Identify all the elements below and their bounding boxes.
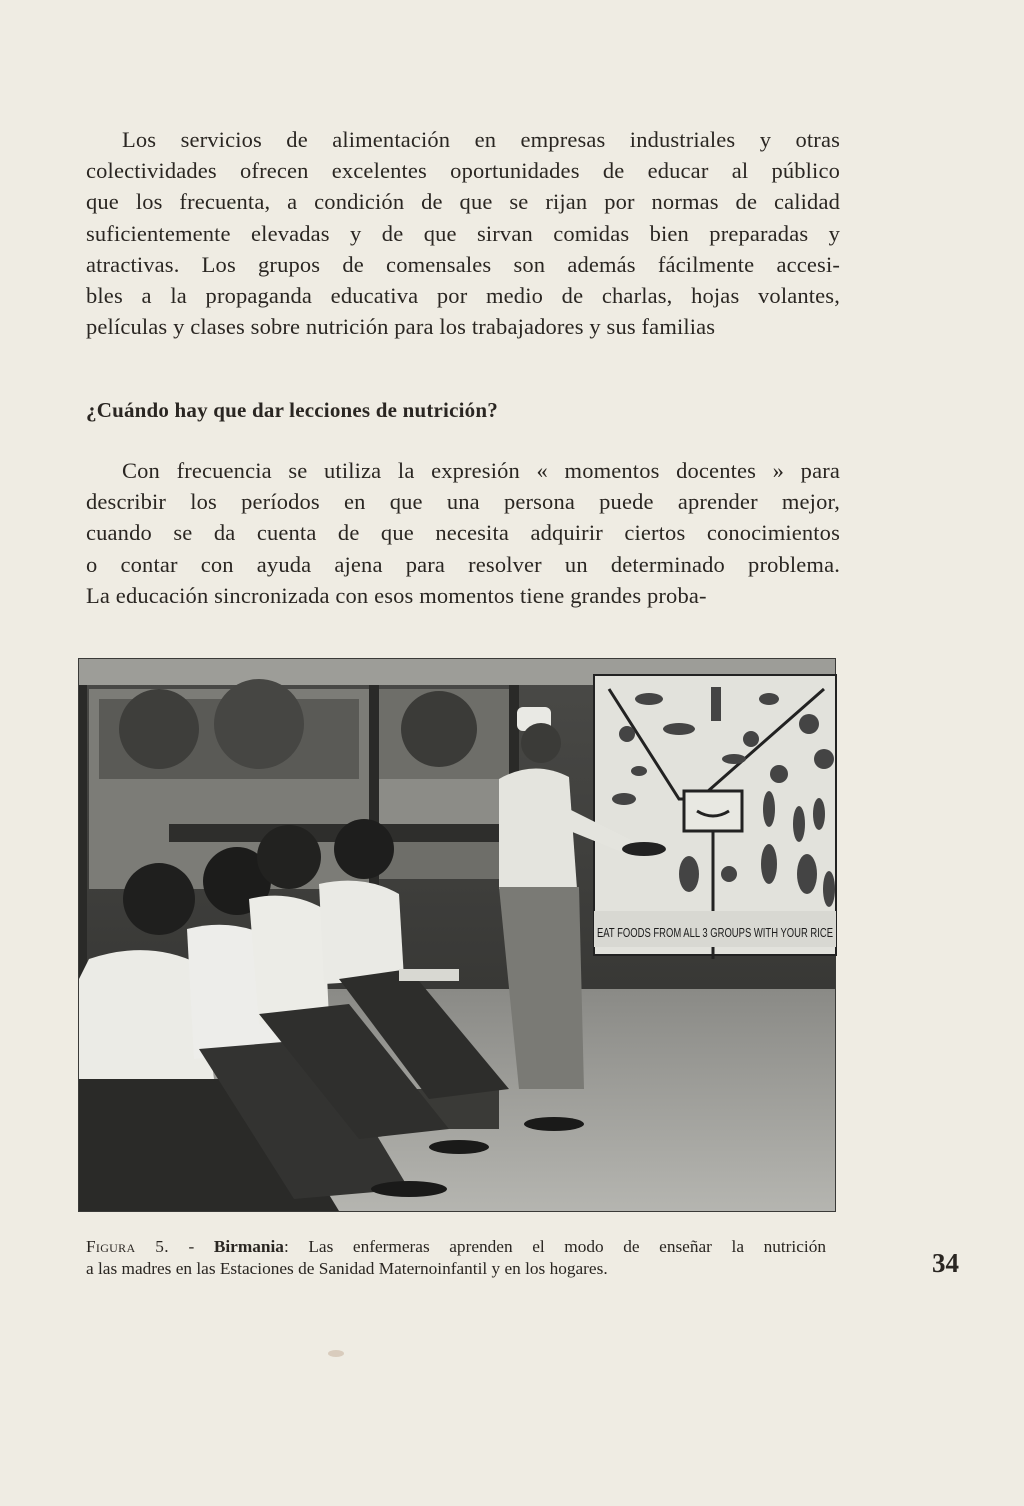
text-line: películas y clases sobre nutrición para los trabajadores y sus familias <box>86 314 716 340</box>
text-line: Con frecuencia se utiliza la expresión « momentos docentes » para <box>122 458 840 483</box>
caption-line-1: Figura 5. - Birmania: Las enfermeras aprenden el modo de enseñar la nutrición <box>86 1237 826 1256</box>
text-line: bles a la propaganda educativa por medio de charlas, hojas volantes, <box>86 283 840 309</box>
text-line: atractivas. Los grupos de comensales son además fácilmente accesi- <box>86 251 840 277</box>
text-line: o contar con ayuda ajena para resolver un determinado problema. <box>86 551 840 577</box>
text-line: Los servicios de alimentación en empresas industriales y otras <box>122 127 840 152</box>
caption-text-1: Las enfermeras aprenden el modo de enseñar la nutrición <box>308 1237 826 1256</box>
caption-separator: - <box>188 1237 195 1256</box>
ink-smudge <box>328 1350 344 1357</box>
page-number: 34 <box>932 1248 959 1278</box>
text-line: La educación sincronizada con esos momentos tiene grandes proba- <box>86 582 707 608</box>
text-line: suficientemente elevadas y de que sirvan comidas bien preparadas y <box>86 220 840 246</box>
text-line: describir los períodos en que una persona puede aprender mejor, <box>86 489 840 515</box>
text-line: cuando se da cuenta de que necesita adquirir ciertos conocimientos <box>86 520 840 546</box>
body-paragraph-1 <box>86 124 840 342</box>
caption-text-2: a las madres en las Estaciones de Sanidad Maternoinfantil y en los hogares. <box>86 1259 608 1278</box>
figure-photo <box>78 658 836 1212</box>
text-line: que los frecuenta, a condición de que se rijan por normas de calidad <box>86 189 840 215</box>
section-heading: ¿Cuándo hay que dar lecciones de nutrición? <box>86 398 498 422</box>
figure-caption <box>86 1236 826 1280</box>
body-paragraph-2 <box>86 455 840 611</box>
poster-text: EAT FOODS FROM ALL 3 GROUPS WITH YOUR RICE <box>597 925 834 940</box>
photo-illustration <box>79 659 835 1211</box>
caption-country: Birmania <box>213 1237 284 1256</box>
text-line: colectividades ofrecen excelentes oportunidades de educar al público <box>86 158 840 184</box>
caption-label: Figura 5. <box>86 1237 169 1256</box>
